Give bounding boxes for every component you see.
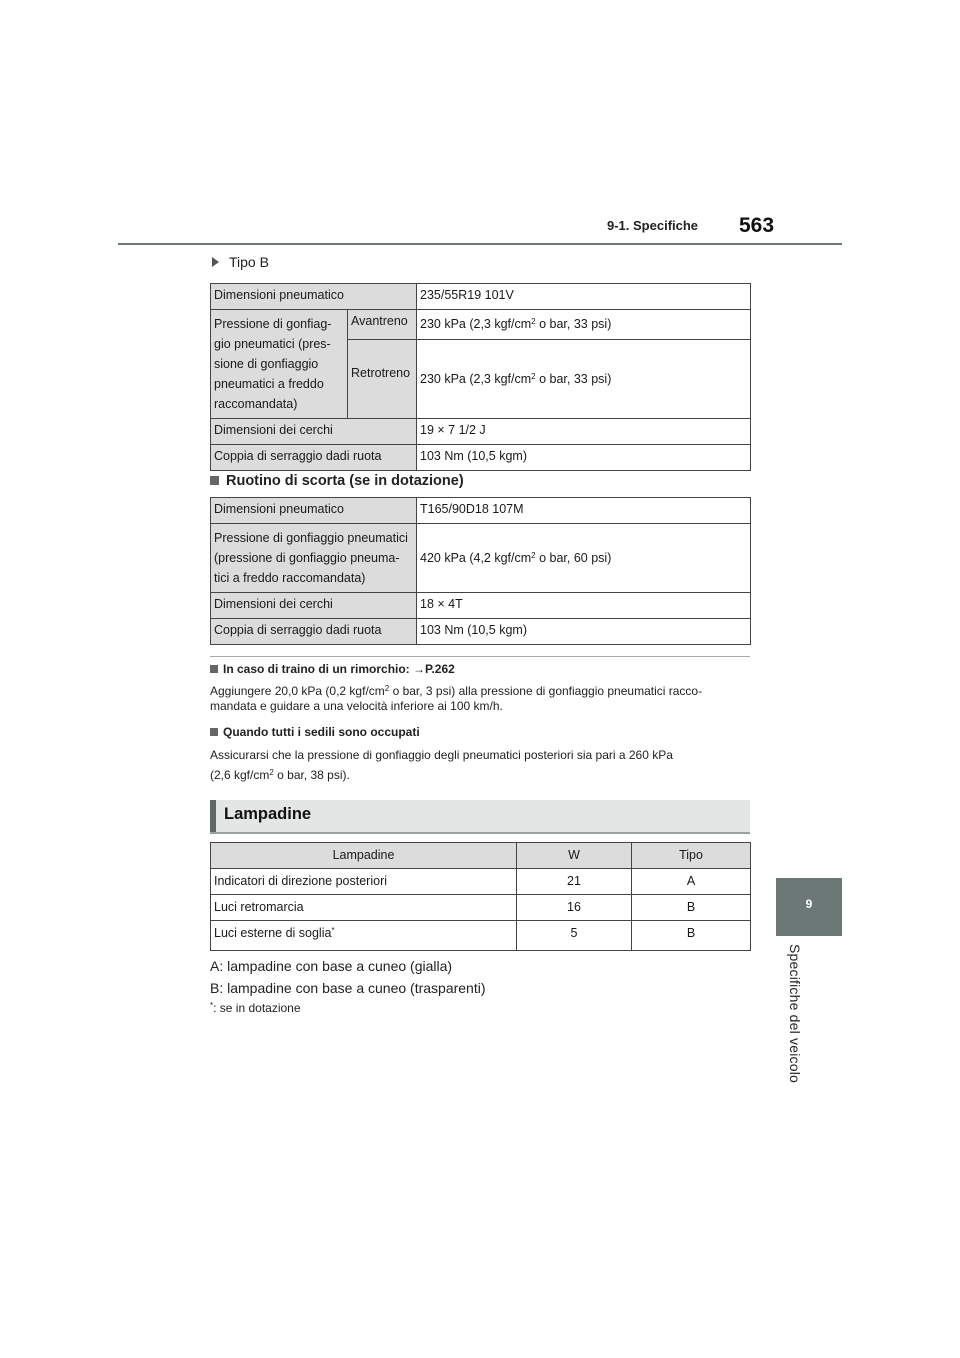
rear-pressure-value (417, 339, 751, 418)
table-row (211, 895, 751, 921)
spare-wheel-size-label: Dimensioni dei cerchi (211, 593, 417, 619)
spare-torque-label: Coppia di serraggio dadi ruota (211, 619, 417, 645)
note-text: (2,6 kgf/cm (210, 768, 270, 782)
bulb-name: Indicatori di direzione posteriori (211, 869, 517, 895)
superscript: 2 (531, 317, 536, 327)
bulb-name-cell (211, 921, 517, 951)
note-heading-text: Quando tutti i sedili sono occupati (223, 725, 420, 739)
superscript: 2 (531, 371, 536, 381)
bulb-watt: 21 (517, 869, 632, 895)
rear-axle-label: Retrotreno (348, 339, 417, 418)
footnote-text: : se in dotazione (213, 1001, 301, 1015)
legend-a: A: lampadine con base a cuneo (gialla) (210, 958, 453, 974)
note-seats-body (210, 745, 755, 785)
superscript: 2 (531, 551, 536, 560)
pressure-label-line: pneumatici a freddo (214, 377, 324, 391)
footnote-mark: * (331, 926, 335, 935)
page-reference-link[interactable]: →P.262 (413, 662, 455, 676)
superscript: 2 (269, 768, 274, 777)
note-text: Aggiungere 20,0 kPa (0,2 kgf/cm (210, 684, 385, 698)
rear-pressure-text: 230 kPa (2,3 kgf/cm (420, 371, 532, 386)
spare-pressure-label-line: (pressione di gonfiaggio pneuma- (214, 551, 400, 565)
legend-b: B: lampadine con base a cuneo (trasparenti) (210, 980, 486, 996)
front-pressure-text: 230 kPa (2,3 kgf/cm (420, 317, 532, 332)
note-line: Assicurarsi che la pressione di gonfiaggio degli pneumatici posteriori sia pari a 260 kPa (210, 748, 673, 762)
pressure-label-line: Pressione di gonfiag- (214, 317, 332, 331)
bulbs-table (210, 842, 751, 951)
section-title: 9-1. Specifiche (607, 218, 699, 233)
chapter-title: Specifiche del veicolo (787, 944, 803, 1084)
spare-pressure-label-line: Pressione di gonfiaggio pneumatici (214, 531, 408, 545)
column-header: W (517, 843, 632, 869)
chapter-number: 9 (805, 897, 813, 911)
pressure-label-line: raccomandata) (214, 397, 298, 411)
bulb-type: B (632, 895, 751, 921)
note-line: mandata e guidare a una velocità inferiore ai 100 km/h. (210, 699, 503, 713)
spare-pressure-label-line: tici a freddo raccomandata) (214, 571, 366, 585)
note-line (210, 684, 755, 699)
bulbs-section-header (210, 800, 750, 834)
spare-torque-value: 103 Nm (10,5 kgm) (417, 619, 751, 645)
torque-label: Coppia di serraggio dadi ruota (211, 445, 417, 471)
note-line (210, 765, 755, 785)
spare-table (210, 497, 751, 645)
notes-divider (210, 656, 750, 657)
column-header: Lampadine (211, 843, 517, 869)
tire-size-value: 235/55R19 101V (417, 284, 751, 310)
front-pressure-text-end: o bar, 33 psi) (535, 317, 612, 332)
bulb-name: Luci retromarcia (211, 895, 517, 921)
wheel-size-label: Dimensioni dei cerchi (211, 419, 417, 445)
type-b-label: Tipo B (229, 254, 269, 270)
header-rule (118, 243, 842, 245)
table-row (211, 869, 751, 895)
torque-value: 103 Nm (10,5 kgm) (417, 445, 751, 471)
page-number: 563 (739, 214, 775, 237)
bulb-type: B (632, 921, 751, 951)
bulb-watt: 5 (517, 921, 632, 951)
spare-tire-size-label: Dimensioni pneumatico (211, 498, 417, 524)
square-bullet-icon (210, 728, 218, 736)
spare-heading-row (210, 473, 464, 489)
wheel-size-value: 19 × 7 1/2 J (417, 419, 751, 445)
table-row (211, 921, 751, 951)
bulb-watt: 16 (517, 895, 632, 921)
note-text: o bar, 3 psi) alla pressione di gonfiaggio pneumatici racco- (389, 684, 703, 698)
bulbs-heading: Lampadine (224, 805, 312, 823)
spare-pressure-text: 420 kPa (4,2 kgf/cm (420, 551, 532, 565)
spare-pressure-text-end: o bar, 60 psi) (535, 551, 612, 565)
footnote (210, 1001, 301, 1015)
tire-size-label: Dimensioni pneumatico (211, 284, 417, 310)
bulb-name: Luci esterne di soglia (214, 926, 332, 940)
front-pressure-value (417, 310, 751, 340)
pressure-label-line: gio pneumatici (pres- (214, 337, 331, 351)
front-axle-label: Avantreno (348, 310, 417, 340)
footnote-mark: * (210, 1001, 214, 1010)
square-bullet-icon (210, 476, 219, 485)
triangle-bullet-icon (212, 257, 219, 267)
column-header: Tipo (632, 843, 751, 869)
spare-heading: Ruotino di scorta (se in dotazione) (226, 473, 464, 489)
note-heading-text: In caso di traino di un rimorchio: (223, 662, 414, 676)
type-b-table (210, 283, 751, 471)
spare-tire-size-value: T165/90D18 107M (417, 498, 751, 524)
spare-pressure-value (417, 524, 751, 593)
bulb-type: A (632, 869, 751, 895)
note-towing-heading (210, 662, 455, 676)
pressure-label (211, 310, 348, 419)
note-towing-body (210, 684, 755, 714)
pressure-label-line: sione di gonfiaggio (214, 357, 319, 371)
note-seats-heading (210, 725, 420, 739)
square-bullet-icon (210, 665, 218, 673)
type-b-label-row (212, 254, 269, 270)
spare-wheel-size-value: 18 × 4T (417, 593, 751, 619)
note-text: o bar, 38 psi). (273, 768, 350, 782)
section-accent-bar (210, 800, 216, 832)
superscript: 2 (384, 684, 390, 693)
spare-pressure-label (211, 524, 417, 593)
rear-pressure-text-end: o bar, 33 psi) (535, 371, 612, 386)
